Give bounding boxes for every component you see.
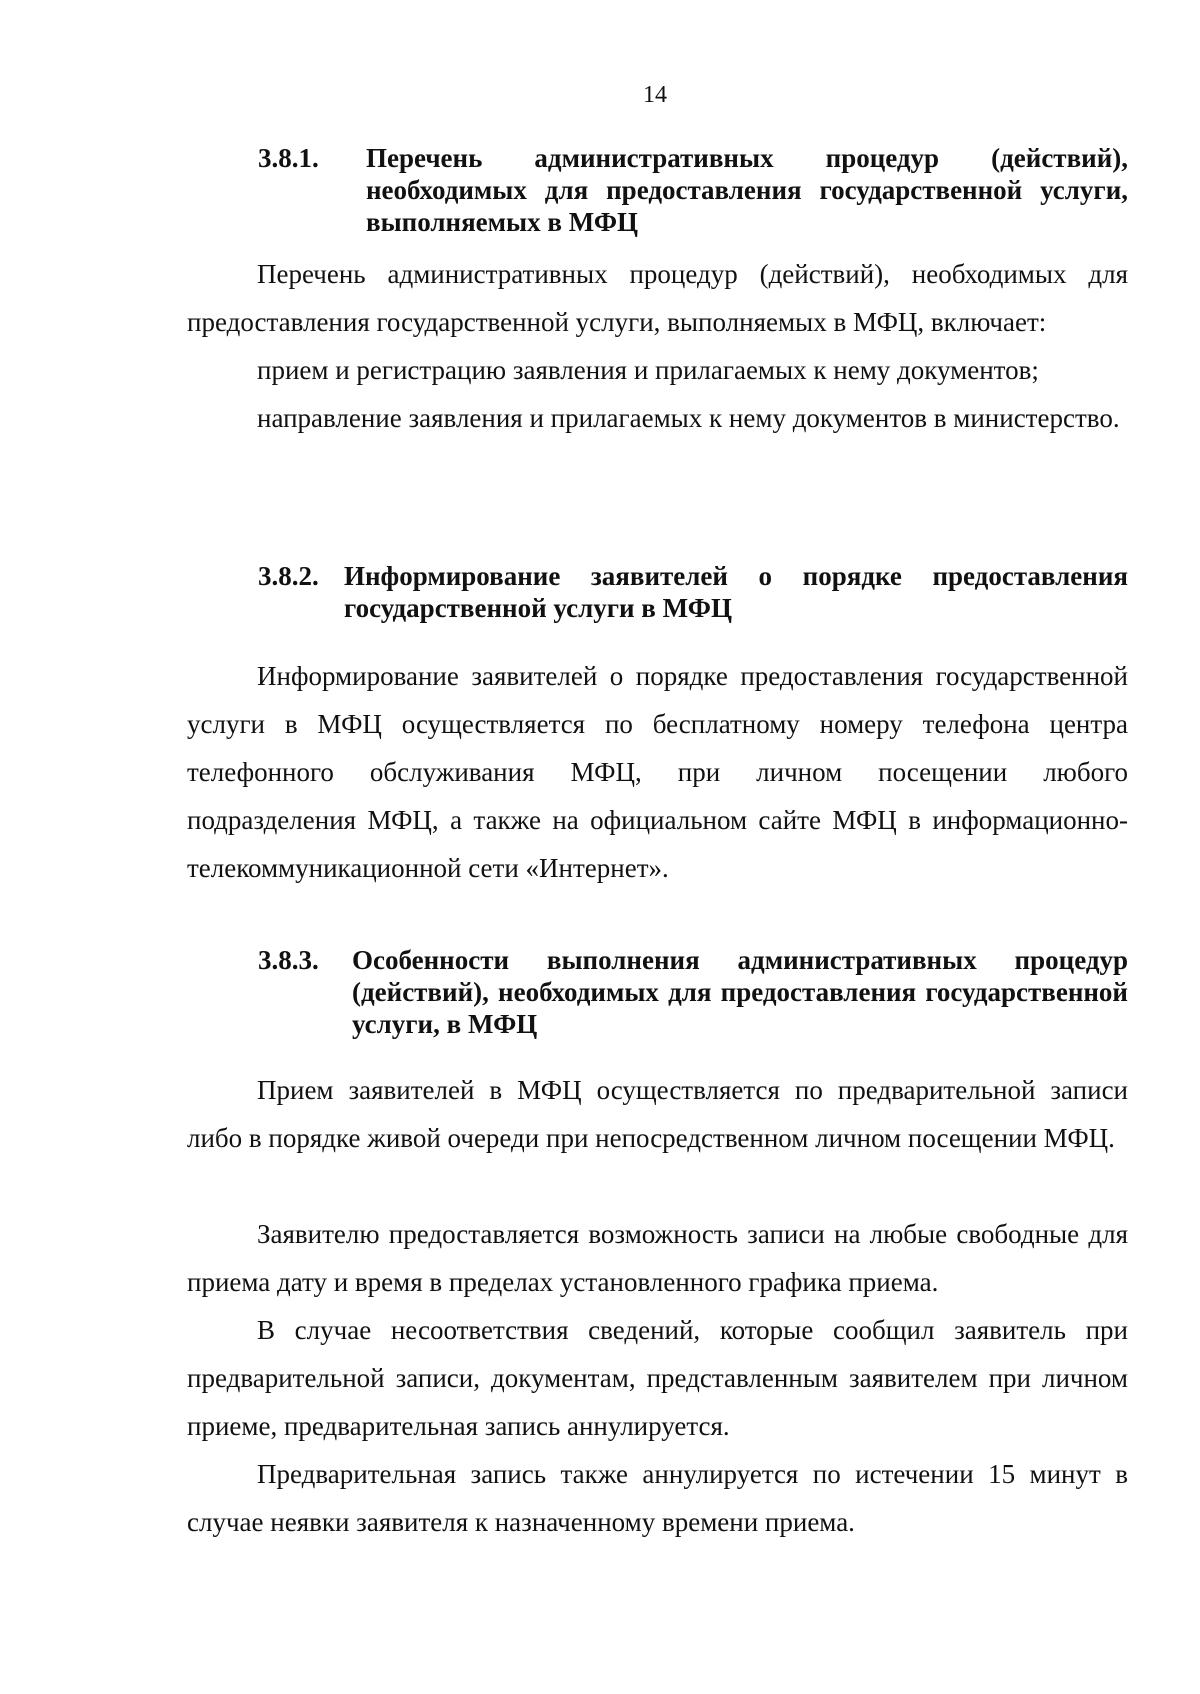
section-heading-3-8-3	[258, 944, 1128, 1040]
paragraph: Предварительная запись также аннулируется по истечении 15 минут в случае неявки заявителя к назначенному времени приема.	[187, 1459, 1128, 1537]
section-number: 3.8.2.	[258, 561, 319, 591]
paragraph: Перечень административных процедур (действий), необходимых для предоставления государственной услуги, выполняемых в МФЦ, включает:	[187, 259, 1128, 337]
paragraph: прием и регистрацию заявления и прилагаемых к нему документов;	[257, 355, 1039, 385]
section-title: Информирование заявителей о порядке предоставления государственной услуги в МФЦ	[344, 561, 1128, 623]
section-title: Особенности выполнения административных процедур (действий), необходимых для предоставления государственной услуги, в МФЦ	[352, 945, 1128, 1039]
section-number: 3.8.1.	[258, 143, 319, 173]
paragraph: Заявителю предоставляется возможность записи на любые свободные для приема дату и время в пределах установленного графика приема.	[187, 1219, 1128, 1297]
paragraph: Информирование заявителей о порядке предоставления государственной услуги в МФЦ осуществляется по бесплатному номеру телефона центра телефонного обслуживания МФЦ, при личном посещении любого подразделения МФЦ, а также на официальном сайте МФЦ в информационно-телекоммуникационной сети «Интернет».	[187, 661, 1128, 883]
page-number: 14	[643, 82, 667, 108]
paragraph: направление заявления и прилагаемых к нему документов в министерство.	[257, 403, 1120, 433]
section-heading-3-8-2	[258, 560, 1128, 624]
paragraph: Прием заявителей в МФЦ осуществляется по предварительной записи либо в порядке живой очереди при непосредственном личном посещении МФЦ.	[187, 1075, 1128, 1153]
section-heading-3-8-1	[258, 142, 1128, 238]
section-title: Перечень административных процедур (действий), необходимых для предоставления государственной услуги, выполняемых в МФЦ	[366, 143, 1128, 237]
section-number: 3.8.3.	[258, 945, 319, 975]
paragraph: В случае несоответствия сведений, которые сообщил заявитель при предварительной записи, документам, представленным заявителем при личном приеме, предварительная запись аннулируется.	[187, 1315, 1128, 1441]
